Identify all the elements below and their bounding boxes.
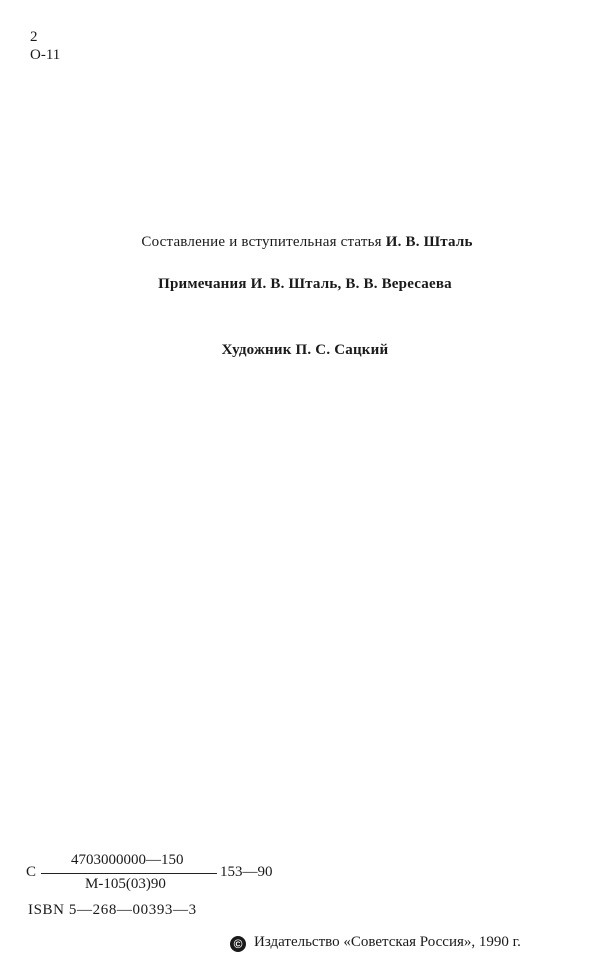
catalog-denominator: М-105(03)90 bbox=[85, 876, 166, 892]
credit-artist bbox=[0, 342, 600, 359]
classification-line-1: 2 bbox=[30, 29, 38, 45]
fraction-bar bbox=[41, 873, 217, 874]
catalog-letter: С bbox=[26, 864, 37, 880]
catalog-tail: 153—90 bbox=[220, 864, 273, 880]
isbn: ISBN 5—268—00393—3 bbox=[28, 902, 197, 918]
credit-compilation bbox=[0, 234, 600, 251]
classification-line-2: О-11 bbox=[30, 47, 61, 63]
classification-code bbox=[30, 28, 60, 64]
credit-notes bbox=[0, 276, 600, 293]
copyright-icon: © bbox=[230, 936, 246, 952]
notes-label: Примечания bbox=[158, 276, 247, 292]
notes-names: И. В. Шталь, В. В. Вересаева bbox=[250, 276, 452, 292]
compilation-label: Составление и вступительная статья bbox=[141, 234, 382, 250]
artist-name: П. С. Сацкий bbox=[295, 342, 389, 358]
copyright-text: Издательство «Советская Россия», 1990 г. bbox=[254, 934, 521, 950]
catalog-numerator: 4703000000—150 bbox=[71, 852, 184, 868]
artist-label: Художник bbox=[221, 342, 292, 358]
compilation-name: И. В. Шталь bbox=[385, 234, 473, 250]
copyright-notice bbox=[230, 934, 521, 952]
